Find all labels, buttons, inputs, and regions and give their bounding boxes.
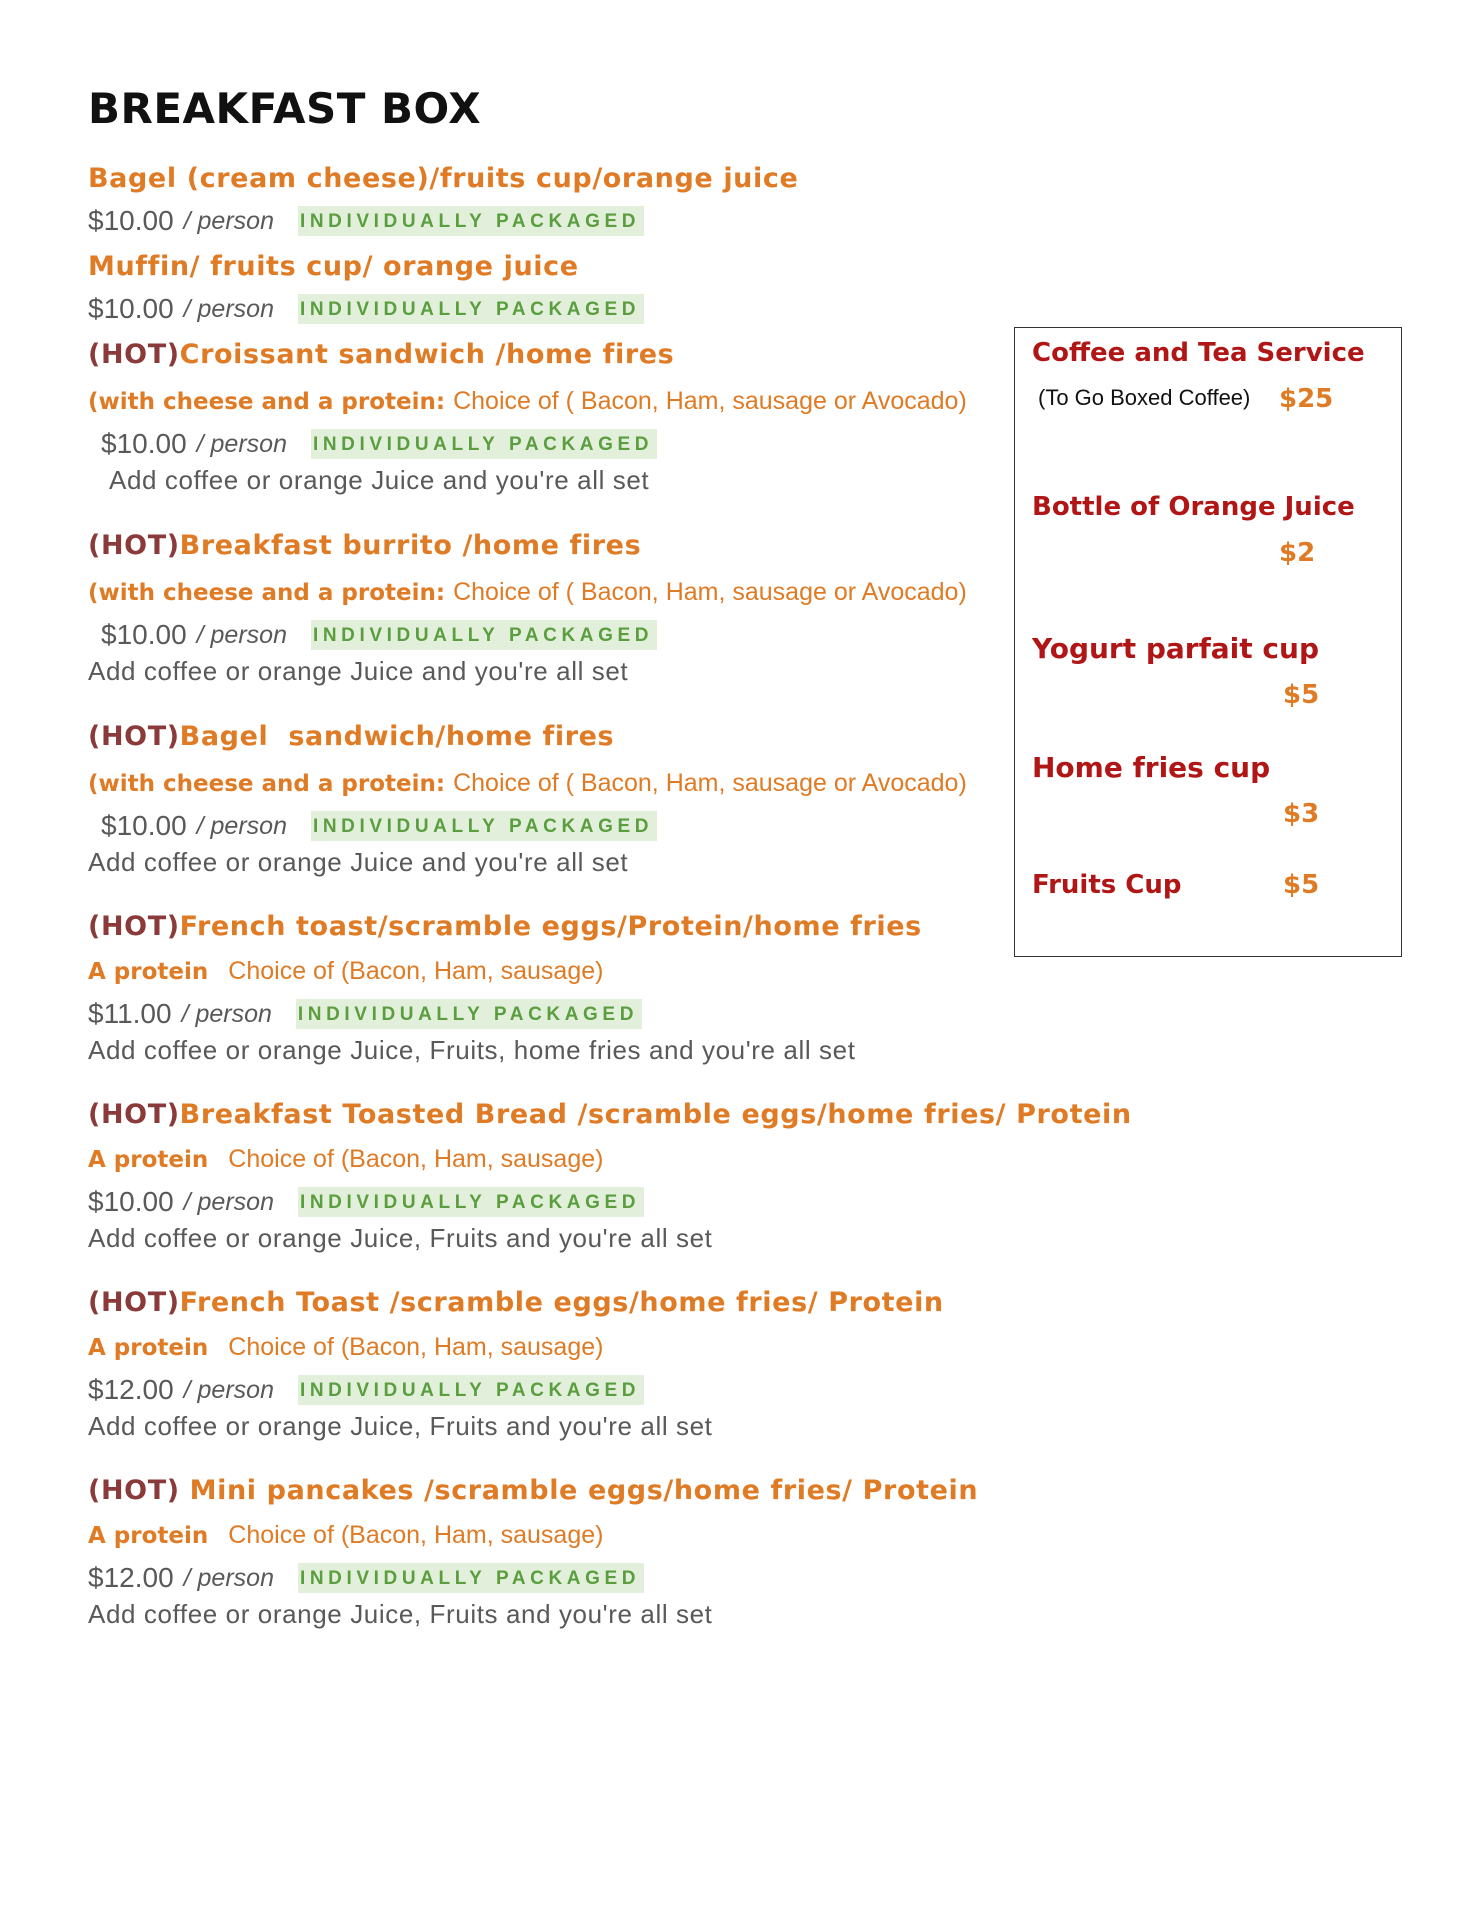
- protein-choice: [88, 954, 922, 989]
- individually-packaged-badge: INDIVIDUALLY PACKAGED: [311, 811, 657, 841]
- protein-choice: [88, 1330, 944, 1365]
- addon-note: Add coffee or orange Juice and you're all set: [88, 847, 629, 877]
- individually-packaged-badge: INDIVIDUALLY PACKAGED: [298, 1563, 644, 1593]
- protein-choice: [88, 766, 967, 801]
- item-price: $10.00: [88, 1186, 174, 1217]
- extras-box: [1014, 327, 1402, 957]
- side-item-label: Home fries cup: [1032, 751, 1271, 784]
- price-row: [88, 1185, 1132, 1219]
- individually-packaged-badge: INDIVIDUALLY PACKAGED: [311, 429, 657, 459]
- item-name: Breakfast burrito /home fires: [179, 530, 642, 561]
- hot-label: (HOT): [88, 911, 180, 942]
- item-title: [88, 1474, 978, 1508]
- side-item-price: $3: [1283, 799, 1320, 829]
- side-item-orange-juice: [1032, 492, 1355, 522]
- menu-item-french-toast: [88, 1286, 944, 1443]
- item-price: $12.00: [88, 1374, 174, 1405]
- per-person-label: / person: [183, 1375, 274, 1404]
- side-item-label: Fruits Cup: [1032, 870, 1182, 900]
- per-person-label: / person: [183, 294, 274, 323]
- side-item-label: Coffee and Tea Service: [1032, 338, 1365, 368]
- hot-label: (HOT): [88, 1475, 180, 1506]
- side-item-yogurt: [1032, 632, 1319, 665]
- menu-item-breakfast-burrito: [88, 529, 967, 688]
- hot-label: (HOT): [88, 1287, 180, 1318]
- price-row: [88, 1561, 978, 1595]
- side-item-price: $5: [1283, 680, 1320, 710]
- hot-label: (HOT): [88, 530, 180, 561]
- side-item-home-fries: [1032, 751, 1270, 784]
- protein-options: Choice of (Bacon, Ham, sausage): [228, 957, 604, 985]
- item-price: $10.00: [88, 293, 174, 324]
- individually-packaged-badge: INDIVIDUALLY PACKAGED: [298, 1187, 644, 1217]
- side-item-price: $5: [1283, 870, 1320, 900]
- protein-lead: A protein: [88, 1335, 209, 1361]
- price-row: [88, 1373, 944, 1407]
- per-person-label: / person: [196, 429, 287, 458]
- side-item-label: Bottle of Orange Juice: [1032, 492, 1355, 522]
- item-name: French Toast /scramble eggs/home fries/ Protein: [179, 1287, 944, 1318]
- menu-item-croissant-sandwich: [88, 338, 967, 497]
- item-name: Muffin/ fruits cup/ orange juice: [88, 251, 579, 282]
- per-person-label: / person: [181, 999, 272, 1028]
- side-item-price: $2: [1279, 538, 1316, 568]
- protein-choice: [88, 384, 967, 419]
- protein-options: Choice of ( Bacon, Ham, sausage or Avocado): [453, 387, 967, 415]
- item-title: [88, 1286, 944, 1320]
- page-title: BREAKFAST BOX: [88, 84, 482, 133]
- protein-lead: A protein: [88, 1147, 209, 1173]
- side-item-coffee: [1032, 338, 1365, 368]
- item-title: [88, 1098, 1132, 1132]
- item-price: $10.00: [101, 428, 187, 459]
- individually-packaged-badge: INDIVIDUALLY PACKAGED: [311, 620, 657, 650]
- protein-choice: [88, 1142, 1132, 1177]
- protein-options: Choice of (Bacon, Ham, sausage): [228, 1333, 604, 1361]
- menu-item-bagel-box: [88, 162, 798, 238]
- item-title: [88, 250, 644, 284]
- side-item-fruits: [1032, 870, 1182, 900]
- protein-lead: (with cheese and a protein:: [88, 771, 446, 797]
- item-title: [88, 910, 922, 944]
- per-person-label: / person: [196, 620, 287, 649]
- hot-label: (HOT): [88, 721, 180, 752]
- item-name: Croissant sandwich /home fires: [179, 339, 675, 370]
- individually-packaged-badge: INDIVIDUALLY PACKAGED: [298, 1375, 644, 1405]
- addon-note: Add coffee or orange Juice, Fruits and you're all set: [88, 1411, 713, 1441]
- individually-packaged-badge: INDIVIDUALLY PACKAGED: [298, 294, 644, 324]
- item-name: Bagel (cream cheese)/fruits cup/orange juice: [88, 163, 799, 194]
- side-item-price: $25: [1279, 384, 1334, 414]
- item-title: [88, 162, 798, 196]
- protein-options: Choice of (Bacon, Ham, sausage): [228, 1145, 604, 1173]
- protein-lead: (with cheese and a protein:: [88, 389, 446, 415]
- item-price: $12.00: [88, 1562, 174, 1593]
- hot-label: (HOT): [88, 1099, 180, 1130]
- price-row: [88, 292, 644, 326]
- individually-packaged-badge: INDIVIDUALLY PACKAGED: [296, 999, 642, 1029]
- addon-note: Add coffee or orange Juice, Fruits and you're all set: [88, 1599, 713, 1629]
- menu-item-toasted-bread: [88, 1098, 1132, 1255]
- protein-choice: [88, 575, 967, 610]
- item-price: $10.00: [88, 205, 174, 236]
- side-item-note: (To Go Boxed Coffee): [1038, 385, 1251, 410]
- item-name: Mini pancakes /scramble eggs/home fries/ Protein: [189, 1475, 979, 1506]
- protein-lead: (with cheese and a protein:: [88, 580, 446, 606]
- side-item-label: Yogurt parfait cup: [1032, 632, 1319, 665]
- protein-options: Choice of ( Bacon, Ham, sausage or Avocado): [453, 769, 967, 797]
- item-title: [88, 529, 967, 563]
- protein-options: Choice of ( Bacon, Ham, sausage or Avocado): [453, 578, 967, 606]
- price-row: [101, 618, 967, 652]
- menu-item-french-toast-protein: [88, 910, 922, 1067]
- item-title: [88, 338, 967, 372]
- menu-item-bagel-sandwich: [88, 720, 967, 879]
- item-name: Bagel sandwich/home fires: [179, 721, 615, 752]
- protein-choice: [88, 1518, 978, 1553]
- price-row: [88, 997, 922, 1031]
- item-price: $10.00: [101, 619, 187, 650]
- addon-note: Add coffee or orange Juice, Fruits, home fries and you're all set: [88, 1035, 856, 1065]
- protein-options: Choice of (Bacon, Ham, sausage): [228, 1521, 604, 1549]
- hot-label: (HOT): [88, 339, 180, 370]
- per-person-label: / person: [183, 1187, 274, 1216]
- protein-lead: A protein: [88, 959, 209, 985]
- menu-item-mini-pancakes: [88, 1474, 978, 1631]
- price-row: [101, 809, 967, 843]
- item-price: $10.00: [101, 810, 187, 841]
- side-item-coffee-note: [1032, 385, 1250, 411]
- individually-packaged-badge: INDIVIDUALLY PACKAGED: [298, 206, 644, 236]
- per-person-label: / person: [183, 1563, 274, 1592]
- addon-note: Add coffee or orange Juice and you're all set: [88, 656, 629, 686]
- price-row: [88, 204, 798, 238]
- price-row: [101, 427, 967, 461]
- protein-lead: A protein: [88, 1523, 209, 1549]
- item-name: Breakfast Toasted Bread /scramble eggs/home fries/ Protein: [179, 1099, 1132, 1130]
- item-name: French toast/scramble eggs/Protein/home fries: [179, 911, 922, 942]
- item-price: $11.00: [88, 998, 172, 1029]
- per-person-label: / person: [196, 811, 287, 840]
- per-person-label: / person: [183, 206, 274, 235]
- addon-note: Add coffee or orange Juice and you're all set: [109, 465, 650, 495]
- item-title: [88, 720, 967, 754]
- addon-note: Add coffee or orange Juice, Fruits and you're all set: [88, 1223, 713, 1253]
- menu-item-muffin-box: [88, 250, 644, 326]
